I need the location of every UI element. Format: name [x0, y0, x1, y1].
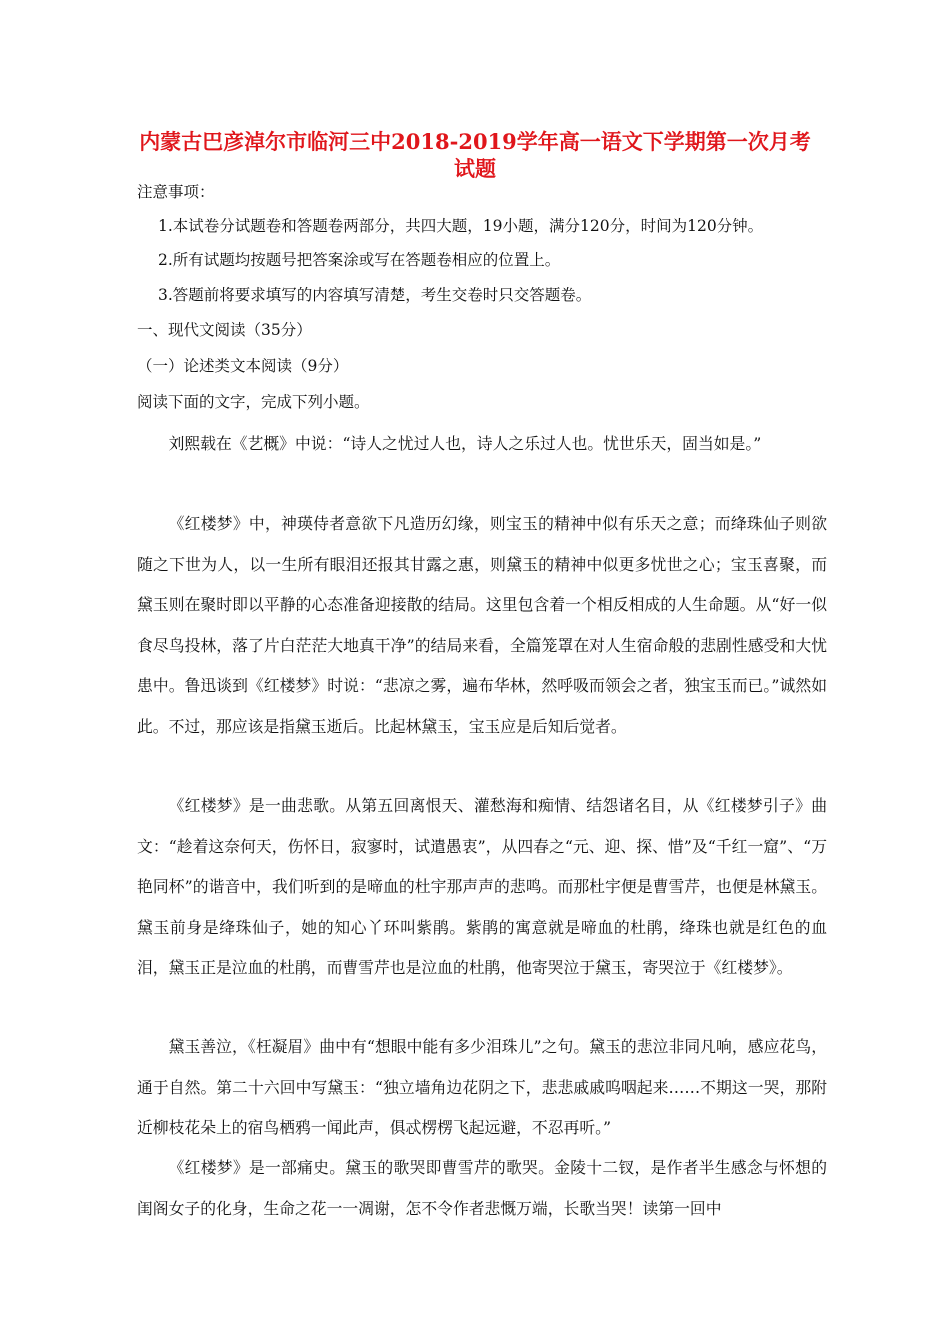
body-paragraph: 《红楼梦》是一曲悲歌。从第五回离恨天、灌愁海和痴情、结怨诸名目，从《红楼梦引子》曲文：“趁着这奈何天，伤怀日，寂寥时，试遣愚衷”，从四春之“元、迎、探、惜”及“千红一窟”、“万艳同杯”的谐音中，我们听到的是啼血的杜宇那声声的悲鸣。而那杜宇便是曹雪芹，也便是林黛玉。黛玉前身是绛珠仙子，她的知心丫环叫紫鹃。紫鹃的寓意就是啼血的杜鹃，绛珠也就是红色的血泪，黛玉正是泣血的杜鹃，而曹雪芹也是泣血的杜鹃，他寄哭泣于黛玉，寄哭泣于《红楼梦》。 [137, 796, 827, 977]
body-paragraph: 《红楼梦》中，神瑛侍者意欲下凡造历幻缘，则宝玉的精神中似有乐天之意；而绛珠仙子则欲随之下世为人，以一生所有眼泪还报其甘露之惠，则黛玉的精神中似更多忧世之心；宝玉喜聚，而黛玉则在聚时即以平静的心态准备迎接散的结局。这里包含着一个相反相成的人生命题。从“好一似食尽鸟投林，落了片白茫茫大地真干净”的结局来看，全篇笼罩在对人生宿命般的悲剧性感受和大忧患中。鲁迅谈到《红楼梦》时说：“悲凉之雾，遍布华林，然呼吸而领会之者，独宝玉而已。”诚然如此。不过，那应该是指黛玉逝后。比起林黛玉，宝玉应是后知后觉者。 [137, 514, 827, 736]
document-title: 内蒙古巴彦淖尔市临河三中2018-2019学年高一语文下学期第一次月考试题 [139, 129, 811, 181]
body-paragraph: 《红楼梦》是一部痛史。黛玉的歌哭即曹雪芹的歌哭。金陵十二钗，是作者半生感念与怀想的闺阁女子的化身，生命之花一一凋谢，怎不令作者悲慨万端，长歌当哭！读第一回中 [137, 1158, 827, 1218]
subsection-heading: （一）论述类文本阅读（9分） [137, 357, 349, 375]
notice-item: 2.所有试题均按题号把答案涂或写在答题卷相应的位置上。 [158, 251, 561, 269]
notice-item: 3.答题前将要求填写的内容填写清楚，考生交卷时只交答题卷。 [158, 286, 592, 304]
instruction-text: 阅读下面的文字，完成下列小题。 [137, 393, 370, 411]
notice-heading: 注意事项： [137, 183, 215, 201]
body-paragraph: 刘熙载在《艺概》中说：“诗人之忧过人也，诗人之乐过人也。忧世乐天，固当如是。” [168, 434, 762, 453]
body-paragraph: 黛玉善泣，《枉凝眉》曲中有“想眼中能有多少泪珠儿”之句。黛玉的悲泣非同凡响，感应花鸟，通于自然。第二十六回中写黛玉：“独立墙角边花阴之下，悲悲戚戚呜咽起来……不期这一哭，那附近柳枝花朵上的宿鸟栖鸦一闻此声，俱忒楞楞飞起远避，不忍再听。” [137, 1037, 827, 1137]
notice-item: 1.本试卷分试题卷和答题卷两部分，共四大题，19小题，满分120分，时间为120分钟。 [158, 217, 764, 235]
section-heading: 一、现代文阅读（35分） [137, 321, 312, 339]
